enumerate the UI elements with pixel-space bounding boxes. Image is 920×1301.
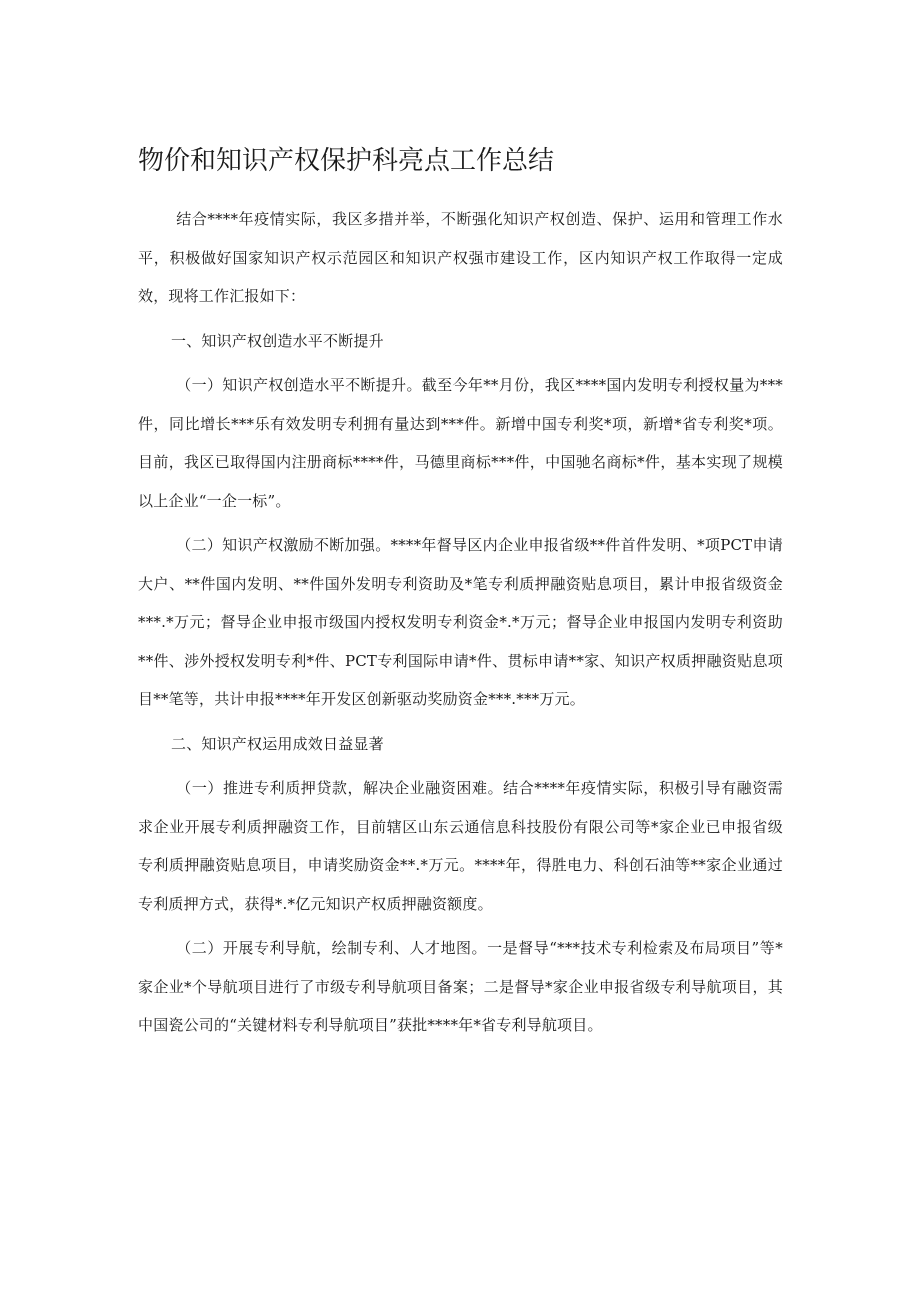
section-2-paragraph-1: （一）推进专利质押贷款，解决企业融资困难。结合****年疫情实际，积极引导有融资需求企业开展专利质押融资工作，目前辖区山东云通信息科技股份有限公司等*家企业已申报省级专利质押融资贴息项目，申请奖励资金**.*万元。****年，得胜电力、科创石油等**家企业通过专利质押方式，获得*.*亿元知识产权质押融资额度。 [138,779,783,913]
section-heading-2: 二、知识产权运用成效日益显著 [171,734,384,753]
document-title: 物价和知识产权保护科亮点工作总结 [138,146,555,176]
section-heading-1: 一、知识产权创造水平不断提升 [171,331,384,350]
document-body [138,200,783,1045]
section-1-paragraph-1: （一）知识产权创造水平不断提升。截至今年**月份，我区****国内发明专利授权量为***件，同比增长***乐有效发明专利拥有量达到***件。新增中国专利奖*项，新增*省专利奖*项。目前，我区已取得国内注册商标****件，马德里商标***件，中国驰名商标*件，基本实现了规模以上企业“一企一标”。 [138,376,783,510]
section-1-paragraph-2: （二）知识产权激励不断加强。****年督导区内企业申报省级**件首件发明、*项PCT申请大户、**件国内发明、**件国外发明专利资助及*笔专利质押融资贴息项目，累计申报省级资金***.*万元；督导企业申报市级国内授权发明专利资金*.*万元；督导企业申报国内发明专利资助**件、涉外授权发明专利*件、PCT专利国际申请*件、贯标申请**家、知识产权质押融资贴息项目**笔等，共计申报****年开发区创新驱动奖励资金***.***万元。 [138,536,783,708]
intro-paragraph: 结合****年疫情实际，我区多措并举，不断强化知识产权创造、保护、运用和管理工作水平，积极做好国家知识产权示范园区和知识产权强市建设工作，区内知识产权工作取得一定成效，现将工作汇报如下： [138,210,783,305]
section-2-paragraph-2: （二）开展专利导航，绘制专利、人才地图。一是督导“***技术专利检索及布局项目”等*家企业*个导航项目进行了市级专利导航项目备案；二是督导*家企业申报省级专利导航项目，其中国瓷公司的“关键材料专利导航项目”获批****年*省专利导航项目。 [138,939,783,1034]
